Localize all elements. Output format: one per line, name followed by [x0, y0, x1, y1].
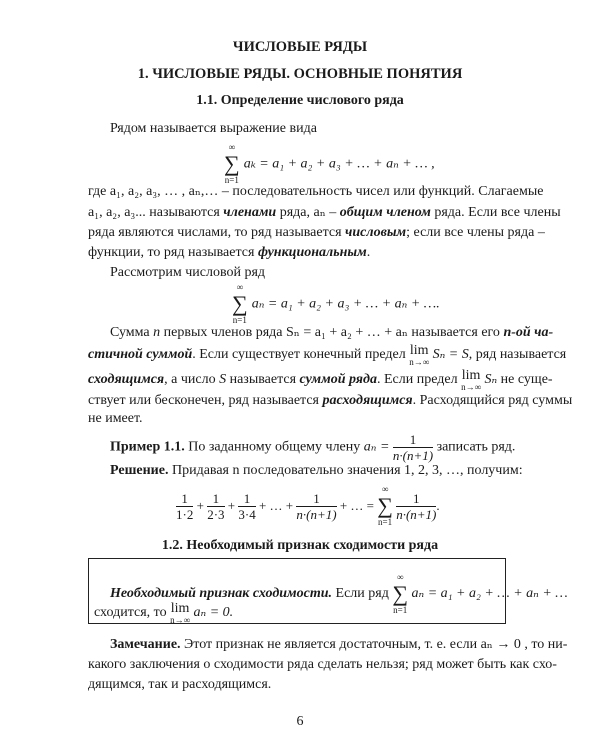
para3-line3: сходящимся, а число S называется суммой ряда. Если предел lim n→∞ Sₙ не суще-: [88, 368, 553, 392]
para3-line2: стичной суммой. Если существует конечный предел lim n→∞ Sₙ = S, ряд называется: [88, 343, 567, 367]
sum-symbol: ∞ ∑ n=1: [224, 142, 240, 185]
solution-formula: $\frac{1}{1\cdot 2}$ + $\frac{1}{2\cdot 3}$ + $\frac{1}{3\cdot 4}$ + … + $\frac{1}{n\cdot(n+1)}$ + … = ∞ ∑ n=1 $\frac{1}{n\cdot(n+1)}$ .: [176, 484, 440, 527]
main-title: ЧИСЛОВЫЕ РЯДЫ: [232, 39, 368, 55]
remark-line2: какого заключения о сходимости ряда сделать нельзя; ряд может быть как схо-: [88, 657, 557, 672]
para3-line5: не имеет.: [88, 411, 143, 426]
para1-line1: где a₁, a₂, a₃, … , aₙ,… – последовательность чисел или функций. Слагаемые: [88, 184, 544, 199]
page-number: 6: [296, 714, 304, 729]
chapter-title: 1. ЧИСЛОВЫЕ РЯДЫ. ОСНОВНЫЕ ПОНЯТИЯ: [137, 66, 463, 82]
para1-line4: функции, то ряд называется функциональным.: [88, 245, 371, 260]
section-2-title: 1.2. Необходимый признак сходимости ряда: [161, 538, 439, 553]
remark-line3: дящимся, так и расходящимся.: [88, 677, 272, 692]
para1-line2: a₁, a₂, a₃... называются членами ряда, aₙ – общим членом ряда. Если все члены: [88, 205, 561, 220]
limit-operator: lim n→∞: [170, 601, 191, 625]
limit-operator: lim n→∞: [409, 343, 430, 367]
theorem-line1: Необходимый признак сходимости. Если ряд ∞ ∑ n=1 aₙ = a₁ + a₂ + … + aₙ + …: [110, 572, 568, 615]
example-1-1: Пример 1.1. По заданному общему члену aₙ = $\frac{1}{n\cdot(n+1)}$ записать ряд.: [110, 432, 516, 463]
sum-symbol: ∞ ∑ n=1: [392, 572, 409, 615]
para3-line4: ствует или бесконечен, ряд называется расходящимся. Расходящийся ряд суммы: [88, 393, 573, 408]
sum-symbol: ∞ ∑ n=1: [232, 282, 248, 325]
sum-symbol: ∞ ∑ n=1: [377, 484, 393, 527]
para1-line3: ряда являются числами, то ряд называется числовым; если все члены ряда –: [88, 225, 545, 240]
formula-2: ∞ ∑ n=1 aₙ = a₁ + a₂ + a₃ + … + aₙ + ….: [232, 282, 440, 325]
para3-line1: Сумма n первых членов ряда Sₙ = a₁ + a₂ + … + aₙ называется его n-ой ча-: [110, 325, 554, 340]
para2-intro: Рассмотрим числовой ряд: [110, 265, 266, 280]
limit-operator: lim n→∞: [461, 368, 481, 392]
section-1-title: 1.1. Определение числового ряда: [196, 93, 404, 108]
formula-1: ∞ ∑ n=1 aₖ = a₁ + a₂ + a₃ + … + aₙ + … ,: [224, 142, 435, 185]
solution-line: Решение. Придавая n последовательно значения 1, 2, 3, …, получим:: [110, 463, 523, 478]
fraction: $\frac{1}{n\cdot(n+1)}$: [392, 432, 434, 463]
remark-line1: Замечание. Этот признак не является достаточным, т. е. если aₙ → 0 , то ни-: [110, 637, 568, 652]
theorem-line2: сходится, то lim n→∞ aₙ = 0.: [94, 601, 234, 625]
para1-intro: Рядом называется выражение вида: [110, 121, 317, 136]
